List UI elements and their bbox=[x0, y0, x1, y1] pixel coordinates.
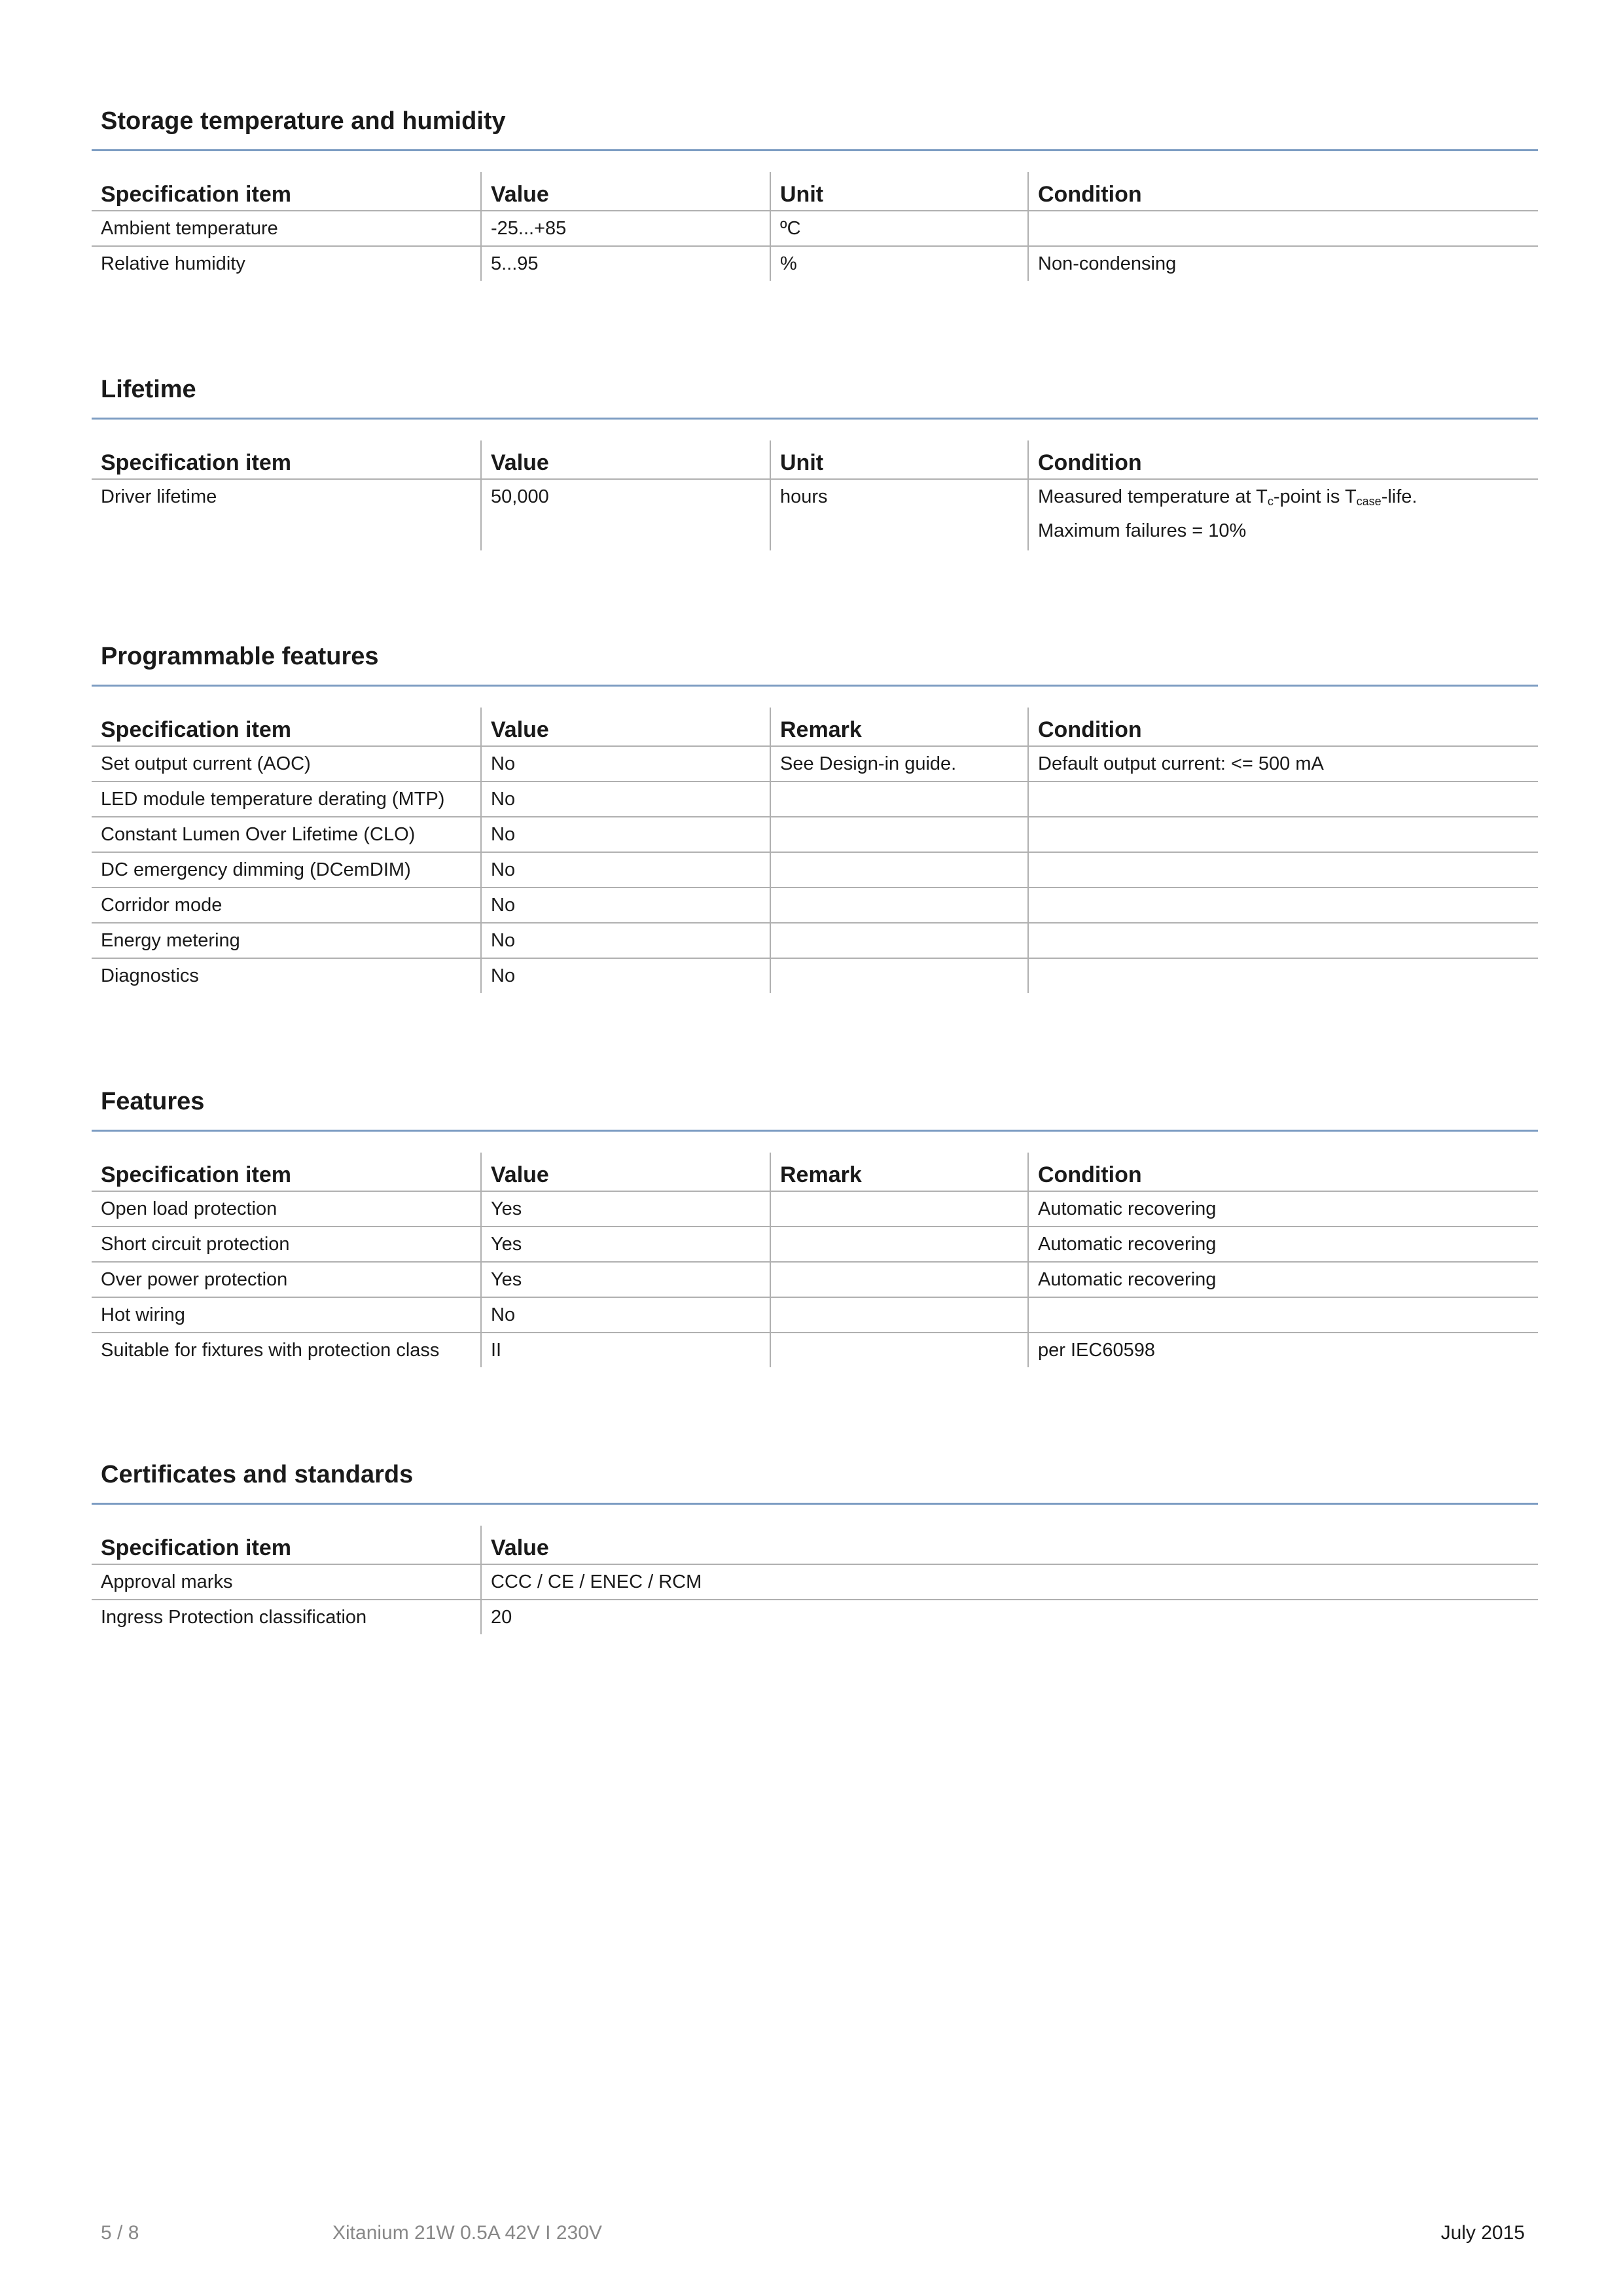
page-number: 5 / 8 bbox=[101, 2222, 139, 2244]
condition-text-a: Measured temperature at T bbox=[1038, 486, 1268, 507]
section-divider bbox=[92, 418, 1538, 420]
cell-remark bbox=[770, 888, 1028, 923]
table-row bbox=[92, 479, 1538, 550]
header-value: Value bbox=[481, 1526, 1538, 1564]
cell-remark bbox=[770, 781, 1028, 817]
cell-item: Ingress Protection classification bbox=[101, 1606, 367, 1628]
publication-date: July 2015 bbox=[1440, 2222, 1525, 2244]
header-condition: Condition bbox=[1028, 440, 1538, 479]
cell-remark bbox=[770, 923, 1028, 958]
cell-value: 20 bbox=[481, 1600, 1538, 1634]
table-row bbox=[92, 211, 1538, 246]
storage-section bbox=[92, 105, 1538, 281]
header-specification-item: Specification item bbox=[92, 708, 481, 746]
header-value: Value bbox=[481, 440, 770, 479]
cell-remark bbox=[770, 817, 1028, 852]
section-divider bbox=[92, 1503, 1538, 1505]
cell-item: Constant Lumen Over Lifetime (CLO) bbox=[92, 817, 481, 852]
table-row bbox=[92, 817, 1538, 852]
cell-item: Energy metering bbox=[92, 923, 481, 958]
section-title: Lifetime bbox=[101, 376, 196, 403]
cell-item: Approval marks bbox=[92, 1564, 481, 1600]
cell-value: No bbox=[481, 746, 770, 781]
cell-value bbox=[481, 479, 770, 550]
cell-condition bbox=[1028, 211, 1538, 246]
cell-item: DC emergency dimming (DCemDIM) bbox=[92, 852, 481, 888]
cell-remark bbox=[770, 1191, 1028, 1227]
subscript-c: c bbox=[1267, 495, 1274, 508]
cell-value: Yes bbox=[481, 1227, 770, 1262]
header-remark: Remark bbox=[770, 708, 1028, 746]
cell-value: No bbox=[481, 888, 770, 923]
table-row bbox=[92, 781, 1538, 817]
cell-item: Short circuit protection bbox=[92, 1227, 481, 1262]
cell-value: No bbox=[481, 781, 770, 817]
table-row bbox=[92, 1191, 1538, 1227]
header-value: Value bbox=[481, 1153, 770, 1191]
section-title: Features bbox=[101, 1088, 205, 1115]
table-header-row bbox=[92, 1153, 1538, 1191]
cell-item: Open load protection bbox=[92, 1191, 481, 1227]
cell-value: No bbox=[481, 852, 770, 888]
section-title: Storage temperature and humidity bbox=[101, 107, 506, 135]
cell-item: Suitable for fixtures with protection class bbox=[101, 1339, 440, 1361]
subscript-case: case bbox=[1356, 495, 1382, 508]
cell-condition bbox=[1028, 781, 1538, 817]
cell-value: 5...95 bbox=[481, 246, 770, 281]
cell-condition bbox=[1028, 958, 1538, 993]
cell-condition: Non-condensing bbox=[1028, 246, 1538, 281]
cell-unit-text: hours bbox=[780, 486, 828, 507]
table-row bbox=[92, 1600, 1538, 1634]
certificates-section bbox=[92, 1458, 1538, 1634]
condition-text-b: -point is T bbox=[1273, 486, 1357, 507]
condition-line-1 bbox=[1038, 480, 1538, 514]
header-value: Value bbox=[481, 172, 770, 211]
cell-condition bbox=[1028, 479, 1538, 550]
cell-item: Corridor mode bbox=[92, 888, 481, 923]
cell-condition bbox=[1028, 852, 1538, 888]
cell-value: No bbox=[481, 1297, 770, 1333]
cell-value: Yes bbox=[481, 1262, 770, 1297]
table-row bbox=[92, 746, 1538, 781]
cell-remark bbox=[770, 1227, 1028, 1262]
cell-item: Ambient temperature bbox=[92, 211, 481, 246]
header-condition: Condition bbox=[1028, 172, 1538, 211]
programmable-table bbox=[92, 708, 1538, 993]
cell-condition: Automatic recovering bbox=[1028, 1191, 1538, 1227]
lifetime-section bbox=[92, 373, 1538, 550]
header-remark: Remark bbox=[770, 1153, 1028, 1191]
header-specification-item: Specification item bbox=[92, 1526, 481, 1564]
table-row bbox=[92, 1297, 1538, 1333]
cell-value: CCC / CE / ENEC / RCM bbox=[481, 1564, 1538, 1600]
cell-value: Yes bbox=[481, 1191, 770, 1227]
features-table bbox=[92, 1153, 1538, 1367]
features-section bbox=[92, 1085, 1538, 1367]
header-condition: Condition bbox=[1028, 708, 1538, 746]
header-unit: Unit bbox=[770, 440, 1028, 479]
cell-condition: Default output current: <= 500 mA bbox=[1028, 746, 1538, 781]
cell-item bbox=[92, 479, 481, 550]
cell-remark bbox=[770, 1297, 1028, 1333]
cell-remark bbox=[770, 1262, 1028, 1297]
header-condition: Condition bbox=[1028, 1153, 1538, 1191]
table-header-row bbox=[92, 1526, 1538, 1564]
table-header-row bbox=[92, 172, 1538, 211]
cell-condition bbox=[1028, 817, 1538, 852]
cell-unit: % bbox=[770, 246, 1028, 281]
cell-value: No bbox=[481, 958, 770, 993]
cell-item: Set output current (AOC) bbox=[92, 746, 481, 781]
section-divider bbox=[92, 149, 1538, 151]
cell-unit bbox=[770, 479, 1028, 550]
header-specification-item: Specification item bbox=[92, 440, 481, 479]
header-specification-item: Specification item bbox=[92, 172, 481, 211]
cell-item: Diagnostics bbox=[101, 965, 199, 986]
table-row bbox=[92, 246, 1538, 281]
table-header-row bbox=[92, 708, 1538, 746]
table-row bbox=[92, 1262, 1538, 1297]
header-unit: Unit bbox=[770, 172, 1028, 211]
table-row bbox=[92, 1227, 1538, 1262]
cell-value: -25...+85 bbox=[481, 211, 770, 246]
cell-value-text: 50,000 bbox=[491, 486, 549, 507]
cell-value: No bbox=[481, 817, 770, 852]
cell-item: LED module temperature derating (MTP) bbox=[92, 781, 481, 817]
cell-item-text: Driver lifetime bbox=[101, 486, 217, 507]
section-divider bbox=[92, 1130, 1538, 1132]
cell-unit: ºC bbox=[770, 211, 1028, 246]
cell-remark bbox=[770, 958, 1028, 993]
cell-condition bbox=[1028, 923, 1538, 958]
section-divider bbox=[92, 685, 1538, 687]
cell-remark bbox=[770, 1333, 1028, 1367]
table-header-row bbox=[92, 440, 1538, 479]
cell-condition: per IEC60598 bbox=[1028, 1333, 1538, 1367]
table-row bbox=[92, 1564, 1538, 1600]
product-name: Xitanium 21W 0.5A 42V I 230V bbox=[332, 2222, 602, 2244]
cell-item: Relative humidity bbox=[101, 253, 245, 274]
cell-condition: Automatic recovering bbox=[1028, 1227, 1538, 1262]
cell-remark bbox=[770, 852, 1028, 888]
cell-value: II bbox=[481, 1333, 770, 1367]
cell-value: No bbox=[481, 923, 770, 958]
cell-item: Hot wiring bbox=[92, 1297, 481, 1333]
condition-line-2: Maximum failures = 10% bbox=[1038, 520, 1247, 541]
cell-remark: See Design-in guide. bbox=[770, 746, 1028, 781]
table-row bbox=[92, 852, 1538, 888]
header-value: Value bbox=[481, 708, 770, 746]
cell-condition: Automatic recovering bbox=[1028, 1262, 1538, 1297]
cell-item: Over power protection bbox=[92, 1262, 481, 1297]
programmable-section bbox=[92, 640, 1538, 993]
section-title: Programmable features bbox=[101, 643, 379, 670]
table-row bbox=[92, 958, 1538, 993]
condition-text-c: -life. bbox=[1381, 486, 1418, 507]
header-specification-item: Specification item bbox=[92, 1153, 481, 1191]
lifetime-table bbox=[92, 440, 1538, 550]
table-row bbox=[92, 923, 1538, 958]
cell-condition bbox=[1028, 888, 1538, 923]
table-row bbox=[92, 1333, 1538, 1367]
section-title: Certificates and standards bbox=[101, 1461, 414, 1488]
cell-condition bbox=[1028, 1297, 1538, 1333]
table-row bbox=[92, 888, 1538, 923]
certificates-table bbox=[92, 1526, 1538, 1634]
storage-table bbox=[92, 172, 1538, 281]
